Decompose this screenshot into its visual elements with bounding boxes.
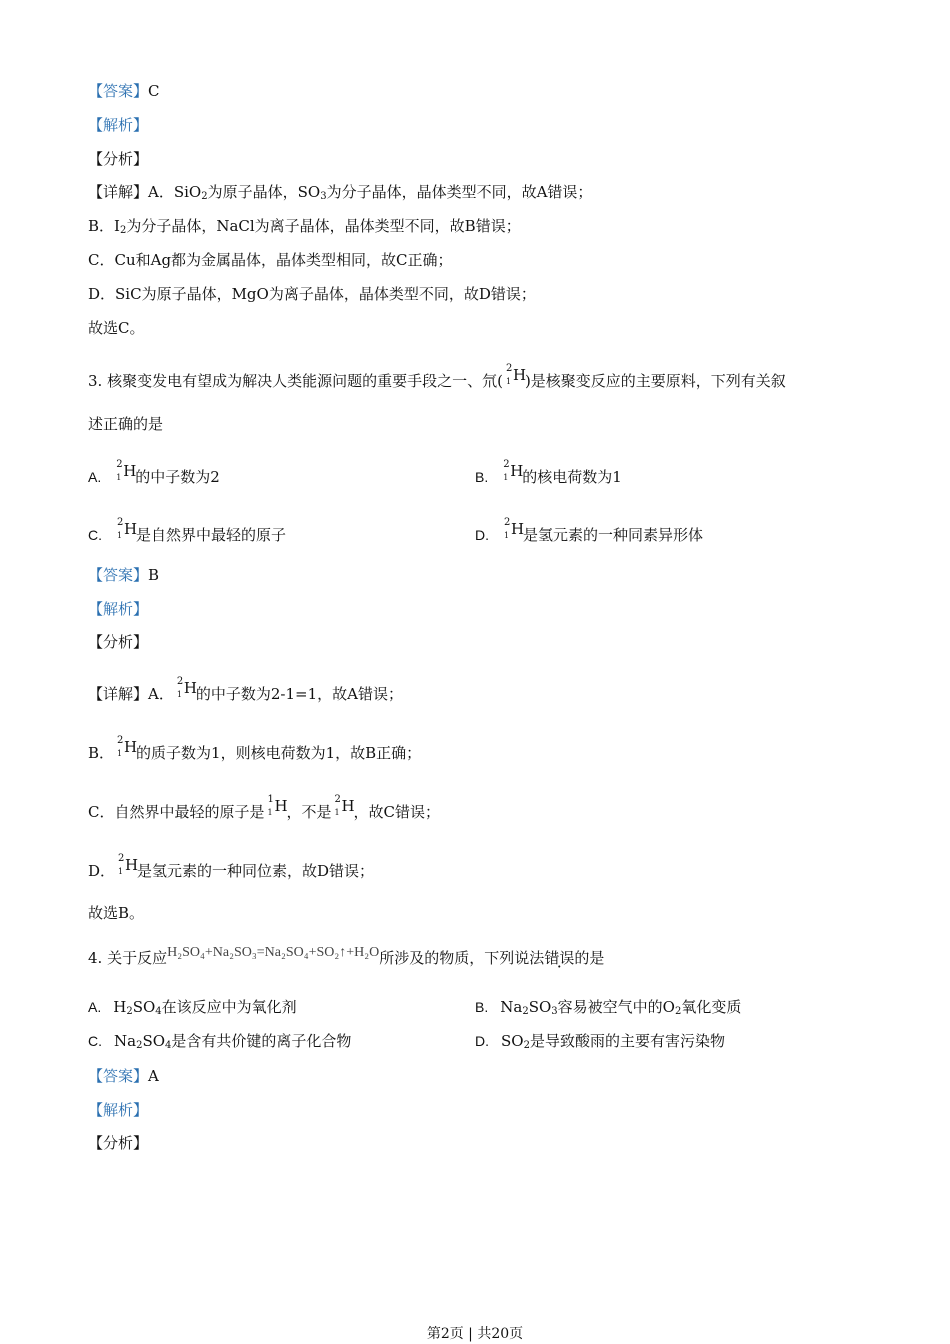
q3-option-b: B. 2 1 H 的核电荷数为1: [475, 459, 622, 486]
deuterium-nuclide: 2 1 H: [116, 459, 137, 482]
q3-detail-b: B． 2 1 H 的质子数为1，则核电荷数为1，故B正确；: [88, 735, 422, 762]
q2-detail-line-b: B．$I_2$为分子晶体，NaCl为离子晶体，晶体类型不同，故B错误；: [88, 217, 521, 236]
q3-option-d: D. 2 1 H 是氢元素的一种同素异形体: [475, 517, 704, 544]
answer-value: C: [148, 82, 160, 100]
q3-stem-line1: 3. 核聚变发电有望成为解决人类能源问题的重要手段之一、氘( 2 1 H )是核聚变反应的主要原料，下列有关叙: [88, 363, 786, 390]
q3-option-a: A. 2 1 H 的中子数为2: [88, 459, 220, 486]
deuterium-nuclide: 2 1 H: [504, 517, 525, 540]
q3-stem-line2: 述正确的是: [88, 415, 164, 433]
answer-value: B: [148, 566, 160, 584]
deuterium-nuclide: 2 1 H: [118, 853, 139, 876]
reaction-equation: H₂SO₄+Na₂SO₃=Na₂SO₄+SO₂↑+H₂O: [167, 945, 380, 960]
deuterium-nuclide: 2 1 H: [176, 676, 197, 699]
detail-tag: 【详解】: [88, 183, 149, 201]
protium-nuclide: 1 1 H: [267, 794, 288, 817]
q2-fenxi-tag: 【分析】: [88, 150, 149, 168]
q3-detail-c: C．自然界中最轻的原子是 1 1 H ，不是 2 1 H ，故C错误；: [88, 794, 440, 821]
q2-detail-line-a: 【详解】A．SiO$_2$为原子晶体，$SO_3$为分子晶体，晶体类型不同，故A错误；: [88, 183, 593, 202]
q3-conclusion: 故选B。: [88, 904, 145, 922]
q4-option-b: B. $Na_2SO_3$容易被空气中的$O_2$氧化变质: [475, 998, 742, 1017]
q4-answer-line: [88, 1066, 159, 1086]
q3-detail-a: 【详解】A． 2 1 H 的中子数为2-1=1，故A错误；: [88, 676, 403, 703]
q2-analysis-tag: 【解析】: [88, 116, 149, 134]
q2-answer-line: [88, 81, 160, 101]
deuterium-nuclide: 2 1 H: [117, 517, 138, 540]
q2-detail-line-d: D．SiC为原子晶体，MgO为离子晶体，晶体类型不同，故D错误；: [88, 285, 536, 303]
q2-detail-line-c: C．Cu和Ag都为金属晶体，晶体类型相同，故C正确；: [88, 251, 453, 269]
answer-value: A: [148, 1067, 159, 1085]
q4-option-a: A. $H_2SO_4$在该反应中为氧化剂: [88, 998, 297, 1017]
q2-conclusion: 故选C。: [88, 319, 145, 337]
q3-fenxi-tag: 【分析】: [88, 633, 149, 651]
q3-option-c: C. 2 1 H 是自然界中最轻的原子: [88, 517, 287, 544]
answer-tag: 【答案】: [88, 566, 149, 584]
q4-option-d: D. $SO_2$是导致酸雨的主要有害污染物: [475, 1032, 725, 1051]
q4-option-c: C. $Na_2SO_4$是含有共价键的离子化合物: [88, 1032, 352, 1051]
deuterium-nuclide: 2 1 H: [334, 794, 355, 817]
deuterium-nuclide: 2 1 H: [505, 363, 527, 386]
answer-tag: 【答案】: [88, 1067, 149, 1085]
q4-stem: 4. 关于反应H₂SO₄+Na₂SO₃=Na₂SO₄+SO₂↑+H₂O所涉及的物质，下列说法错误的是: [88, 945, 605, 967]
page-footer: 第2页 | 共20页: [426, 1326, 524, 1342]
q4-fenxi-tag: 【分析】: [88, 1134, 149, 1152]
q4-analysis-tag: 【解析】: [88, 1101, 149, 1119]
deuterium-nuclide: 2 1 H: [117, 735, 138, 758]
answer-tag: 【答案】: [88, 82, 149, 100]
emphasis-text: 错误: [544, 949, 575, 967]
q3-answer-line: [88, 565, 159, 585]
q3-analysis-tag: 【解析】: [88, 600, 149, 618]
deuterium-nuclide: 2 1 H: [503, 459, 524, 482]
q3-detail-d: D． 2 1 H 是氢元素的一种同位素，故D错误；: [88, 853, 375, 880]
